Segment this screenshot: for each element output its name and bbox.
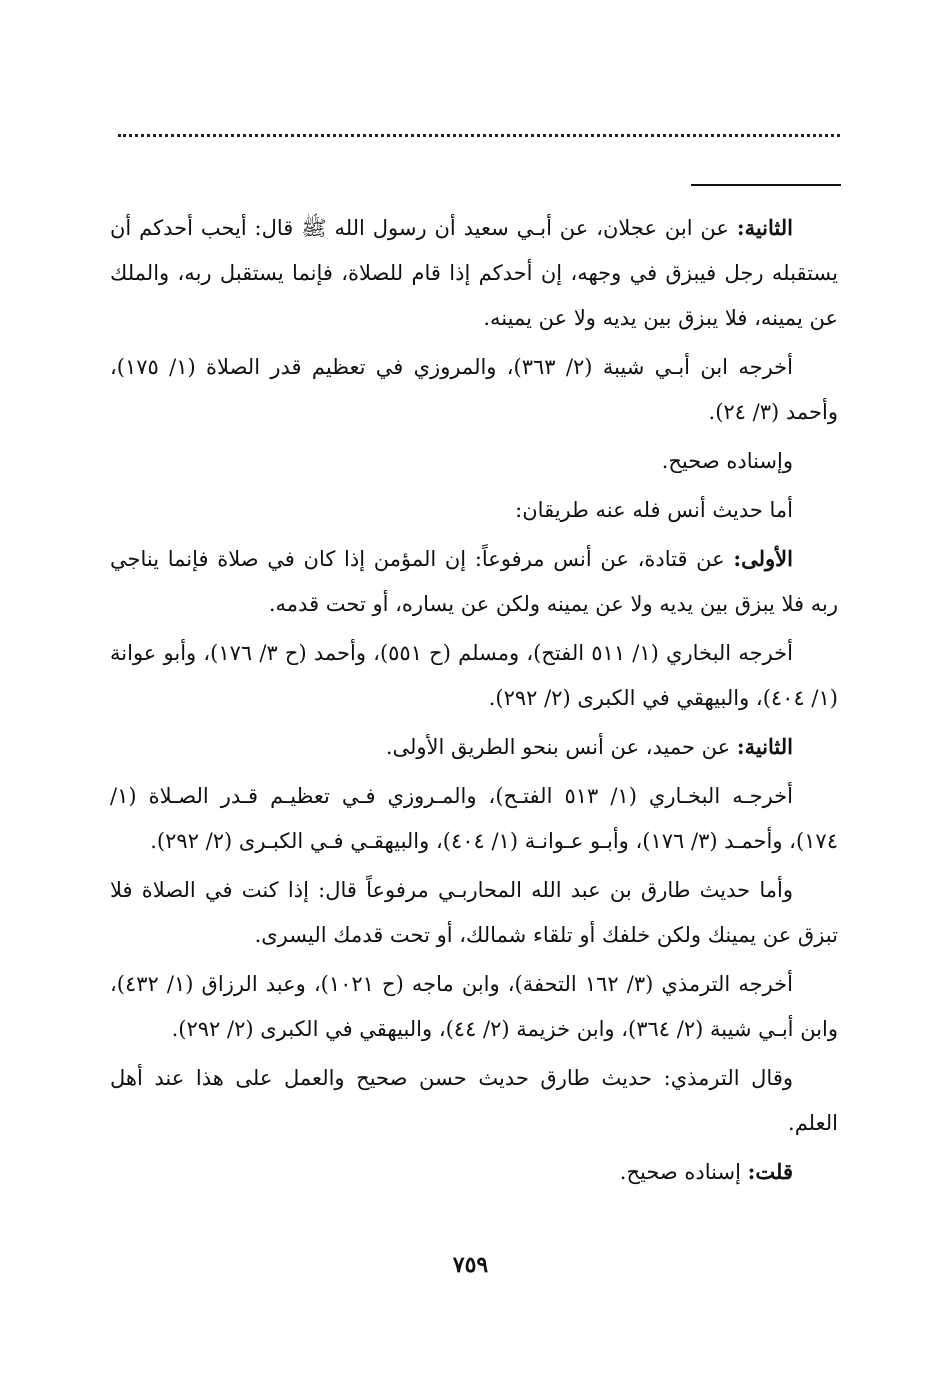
paragraph-text: إسناده صحيح. [619,1160,748,1184]
paragraph-text: وإسناده صحيح. [661,449,793,473]
paragraph-text: أخرجه الترمذي (٣/ ١٦٢ التحفة)، وابن ماجه (ح ١٠٢١)، وعبد الرزاق (١/ ٤٣٢)، وابن أبـي شيبة (٢/ ٣٦٤)، وابن خزيمة (٢/ ٤٤)، والبيهقي في الكبرى (٢/ ٢٩٢). [110,972,838,1041]
paragraph [110,1149,838,1195]
paragraph-lead: الثانية: [736,734,793,759]
paragraph [110,867,838,958]
paragraph-text: عن قتادة، عن أنس مرفوعاً: إن المؤمن إذا كان في صلاة فإنما يناجي ربه فلا يبزق بين يديه ولا عن يمينه ولكن عن يساره، أو تحت قدمه. [110,547,838,616]
page-number: ٧٥٩ [452,1252,489,1278]
paragraph-text: أما حديث أنس فله عنه طريقان: [515,498,793,522]
paragraph-lead: قلت: [747,1159,793,1184]
paragraph [110,438,838,484]
paragraph [110,1055,838,1146]
paragraph [110,773,838,864]
paragraph-text: وقال الترمذي: حديث طارق حديث حسن صحيح والعمل على هذا عند أهل العلم. [110,1066,838,1135]
paragraph-text: أخرجـه البخـاري (١/ ٥١٣ الفتـح)، والمـروزي فـي تعظيـم قـدر الصـلاة (١/ ١٧٤)، وأحمـد (٣/ ١٧٦)، وأبـو عـوانـة (١/ ٤٠٤)، والبيهقـي فـي الكبـرى (٢/ ٢٩٢). [110,784,838,853]
paragraph [110,961,838,1052]
paragraph [110,630,838,721]
paragraph-text: أخرجه البخاري (١/ ٥١١ الفتح)، ومسلم (ح ٥٥١)، وأحمد (ح ٣/ ١٧٦)، وأبو عوانة (١/ ٤٠٤)، والبيهقي في الكبرى (٢/ ٢٩٢). [110,641,838,710]
dotted-separator [118,121,840,137]
paragraph [110,344,838,435]
paragraph-text: عن ابن عجلان، عن أبـي سعيد أن رسول الله ﷺ قال: أيحب أحدكم أن يستقبله رجل فيبزق في وجهه، إن أحدكم إذا قام للصلاة، فإنما يستقبل ربه، والملك عن يمينه، فلا يبزق بين يديه ولا عن يمينه. [110,216,838,330]
footnote-rule [691,184,841,186]
paragraph-lead: الأولى: [733,546,793,571]
paragraph-text: عن حميد، عن أنس بنحو الطريق الأولى. [385,735,737,759]
page-body [110,205,838,1198]
paragraph-lead: الثانية: [736,215,793,240]
paragraph-text: أخرجه ابن أبـي شيبة (٢/ ٣٦٣)، والمروزي في تعظيم قدر الصلاة (١/ ١٧٥)، وأحمد (٣/ ٢٤). [110,355,838,424]
paragraph [110,724,838,770]
paragraph [110,205,838,341]
paragraph [110,536,838,627]
paragraph-text: وأما حديث طارق بن عبد الله المحاربـي مرفوعاً قال: إذا كنت في الصلاة فلا تبزق عن يمينك ولكن خلفك أو تلقاء شمالك، أو تحت قدمك اليسرى. [110,878,838,947]
paragraph [110,487,838,533]
